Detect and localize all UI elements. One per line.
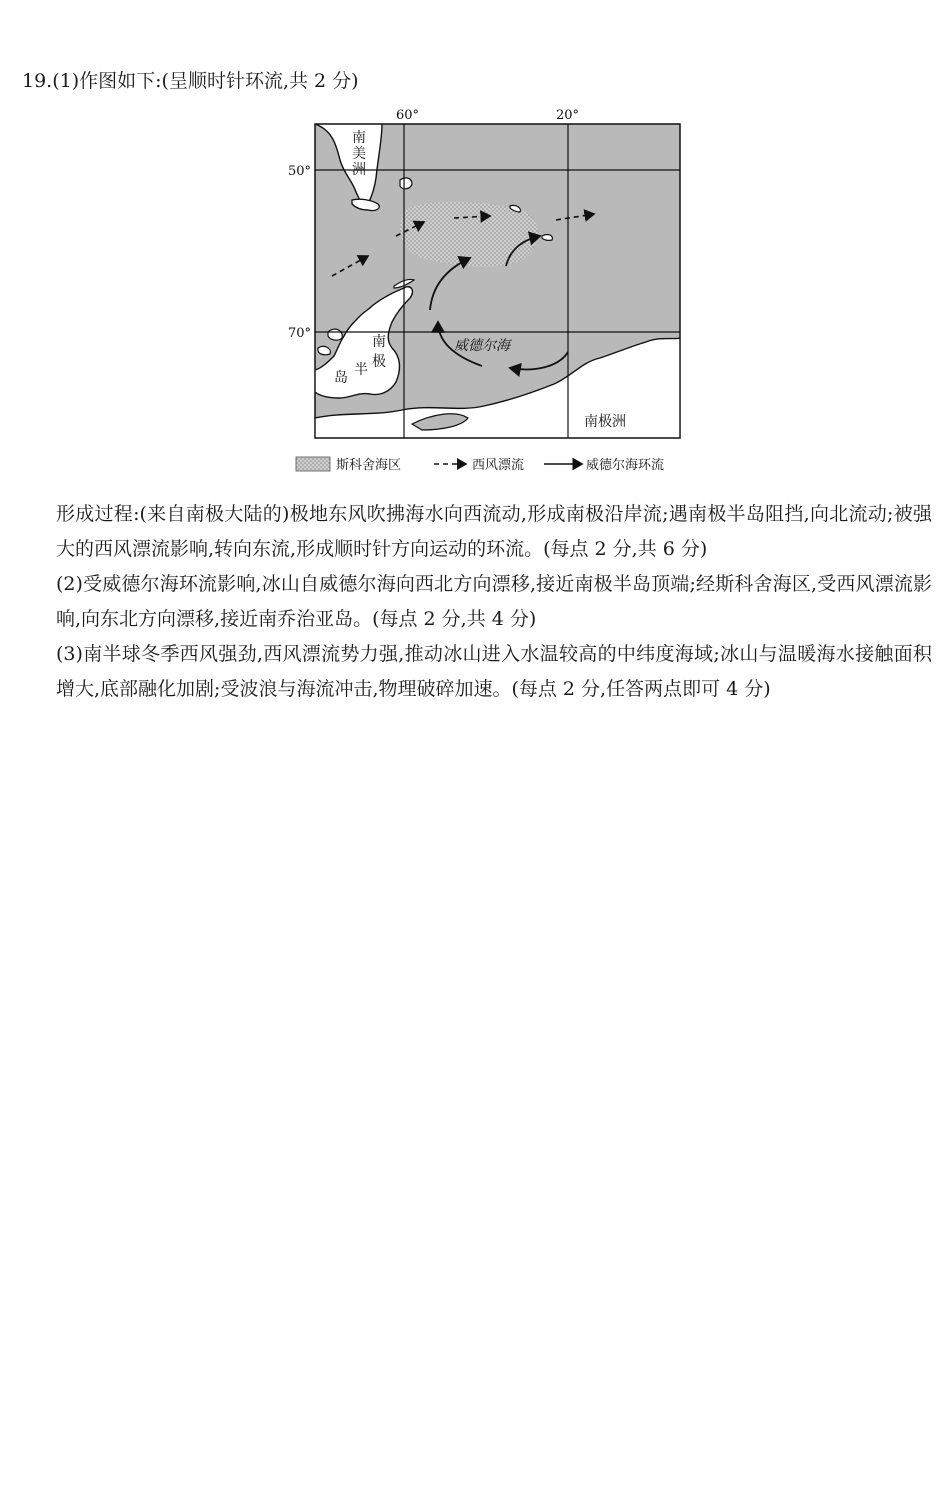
- lon-label-60: 60°: [396, 108, 420, 123]
- label-south-america-1: 南: [352, 130, 366, 146]
- map-legend: [296, 457, 664, 473]
- lon-label-20: 20°: [556, 108, 580, 123]
- label-peninsula-2: 极: [372, 354, 386, 370]
- answer-part-1: 形成过程:(来自南极大陆的)极地东风吹拂海水向西流动,形成南极沿岸流;遇南极半岛阻挡,向北流动;被强大的西风漂流影响,转向东流,形成顺时针方向运动的环流。(每点 2 分,共 6 分): [56, 503, 932, 560]
- falkland-islands: [400, 178, 412, 189]
- peninsula-island-1: [328, 329, 342, 340]
- island-east: [542, 235, 552, 241]
- map-figure: [282, 100, 702, 486]
- label-south-america-2: 美: [352, 146, 366, 162]
- label-south-america-3: 洲: [352, 162, 366, 178]
- answer-part-2: (2)受威德尔海环流影响,冰山自威德尔海向西北方向漂移,接近南极半岛顶端;经斯科舍海区,受西风漂流影响,向东北方向漂移,接近南乔治亚岛。(每点 2 分,共 4 分): [56, 573, 932, 630]
- lat-label-50: 50°: [288, 164, 312, 179]
- label-peninsula-1: 南: [372, 334, 386, 350]
- label-weddell-sea: 威德尔海: [454, 338, 510, 354]
- label-peninsula-4: 岛: [334, 370, 348, 386]
- label-peninsula-3: 半: [354, 362, 368, 378]
- legend-weddell-gyre: 威德尔海环流: [586, 458, 665, 473]
- map-svg: [282, 100, 702, 486]
- legend-scotia-sea: 斯科舍海区: [336, 458, 402, 473]
- legend-west-wind-drift: 西风漂流: [472, 458, 525, 473]
- label-antarctica: 南极洲: [584, 414, 626, 430]
- answer-part-3: (3)南半球冬季西风强劲,西风漂流势力强,推动冰山进入水温较高的中纬度海域;冰山与温暖海水接触面积增大,底部融化加剧;受波浪与海流冲击,物理破碎加速。(每点 2 分,任答两点即可 4 分): [56, 643, 932, 700]
- answer-text: [56, 497, 932, 707]
- peninsula-island-2: [318, 346, 330, 354]
- legend-stipple-swatch: [296, 457, 330, 471]
- lat-label-70: 70°: [288, 326, 312, 341]
- question-header: 19.(1)作图如下:(呈顺时针环流,共 2 分): [22, 70, 359, 92]
